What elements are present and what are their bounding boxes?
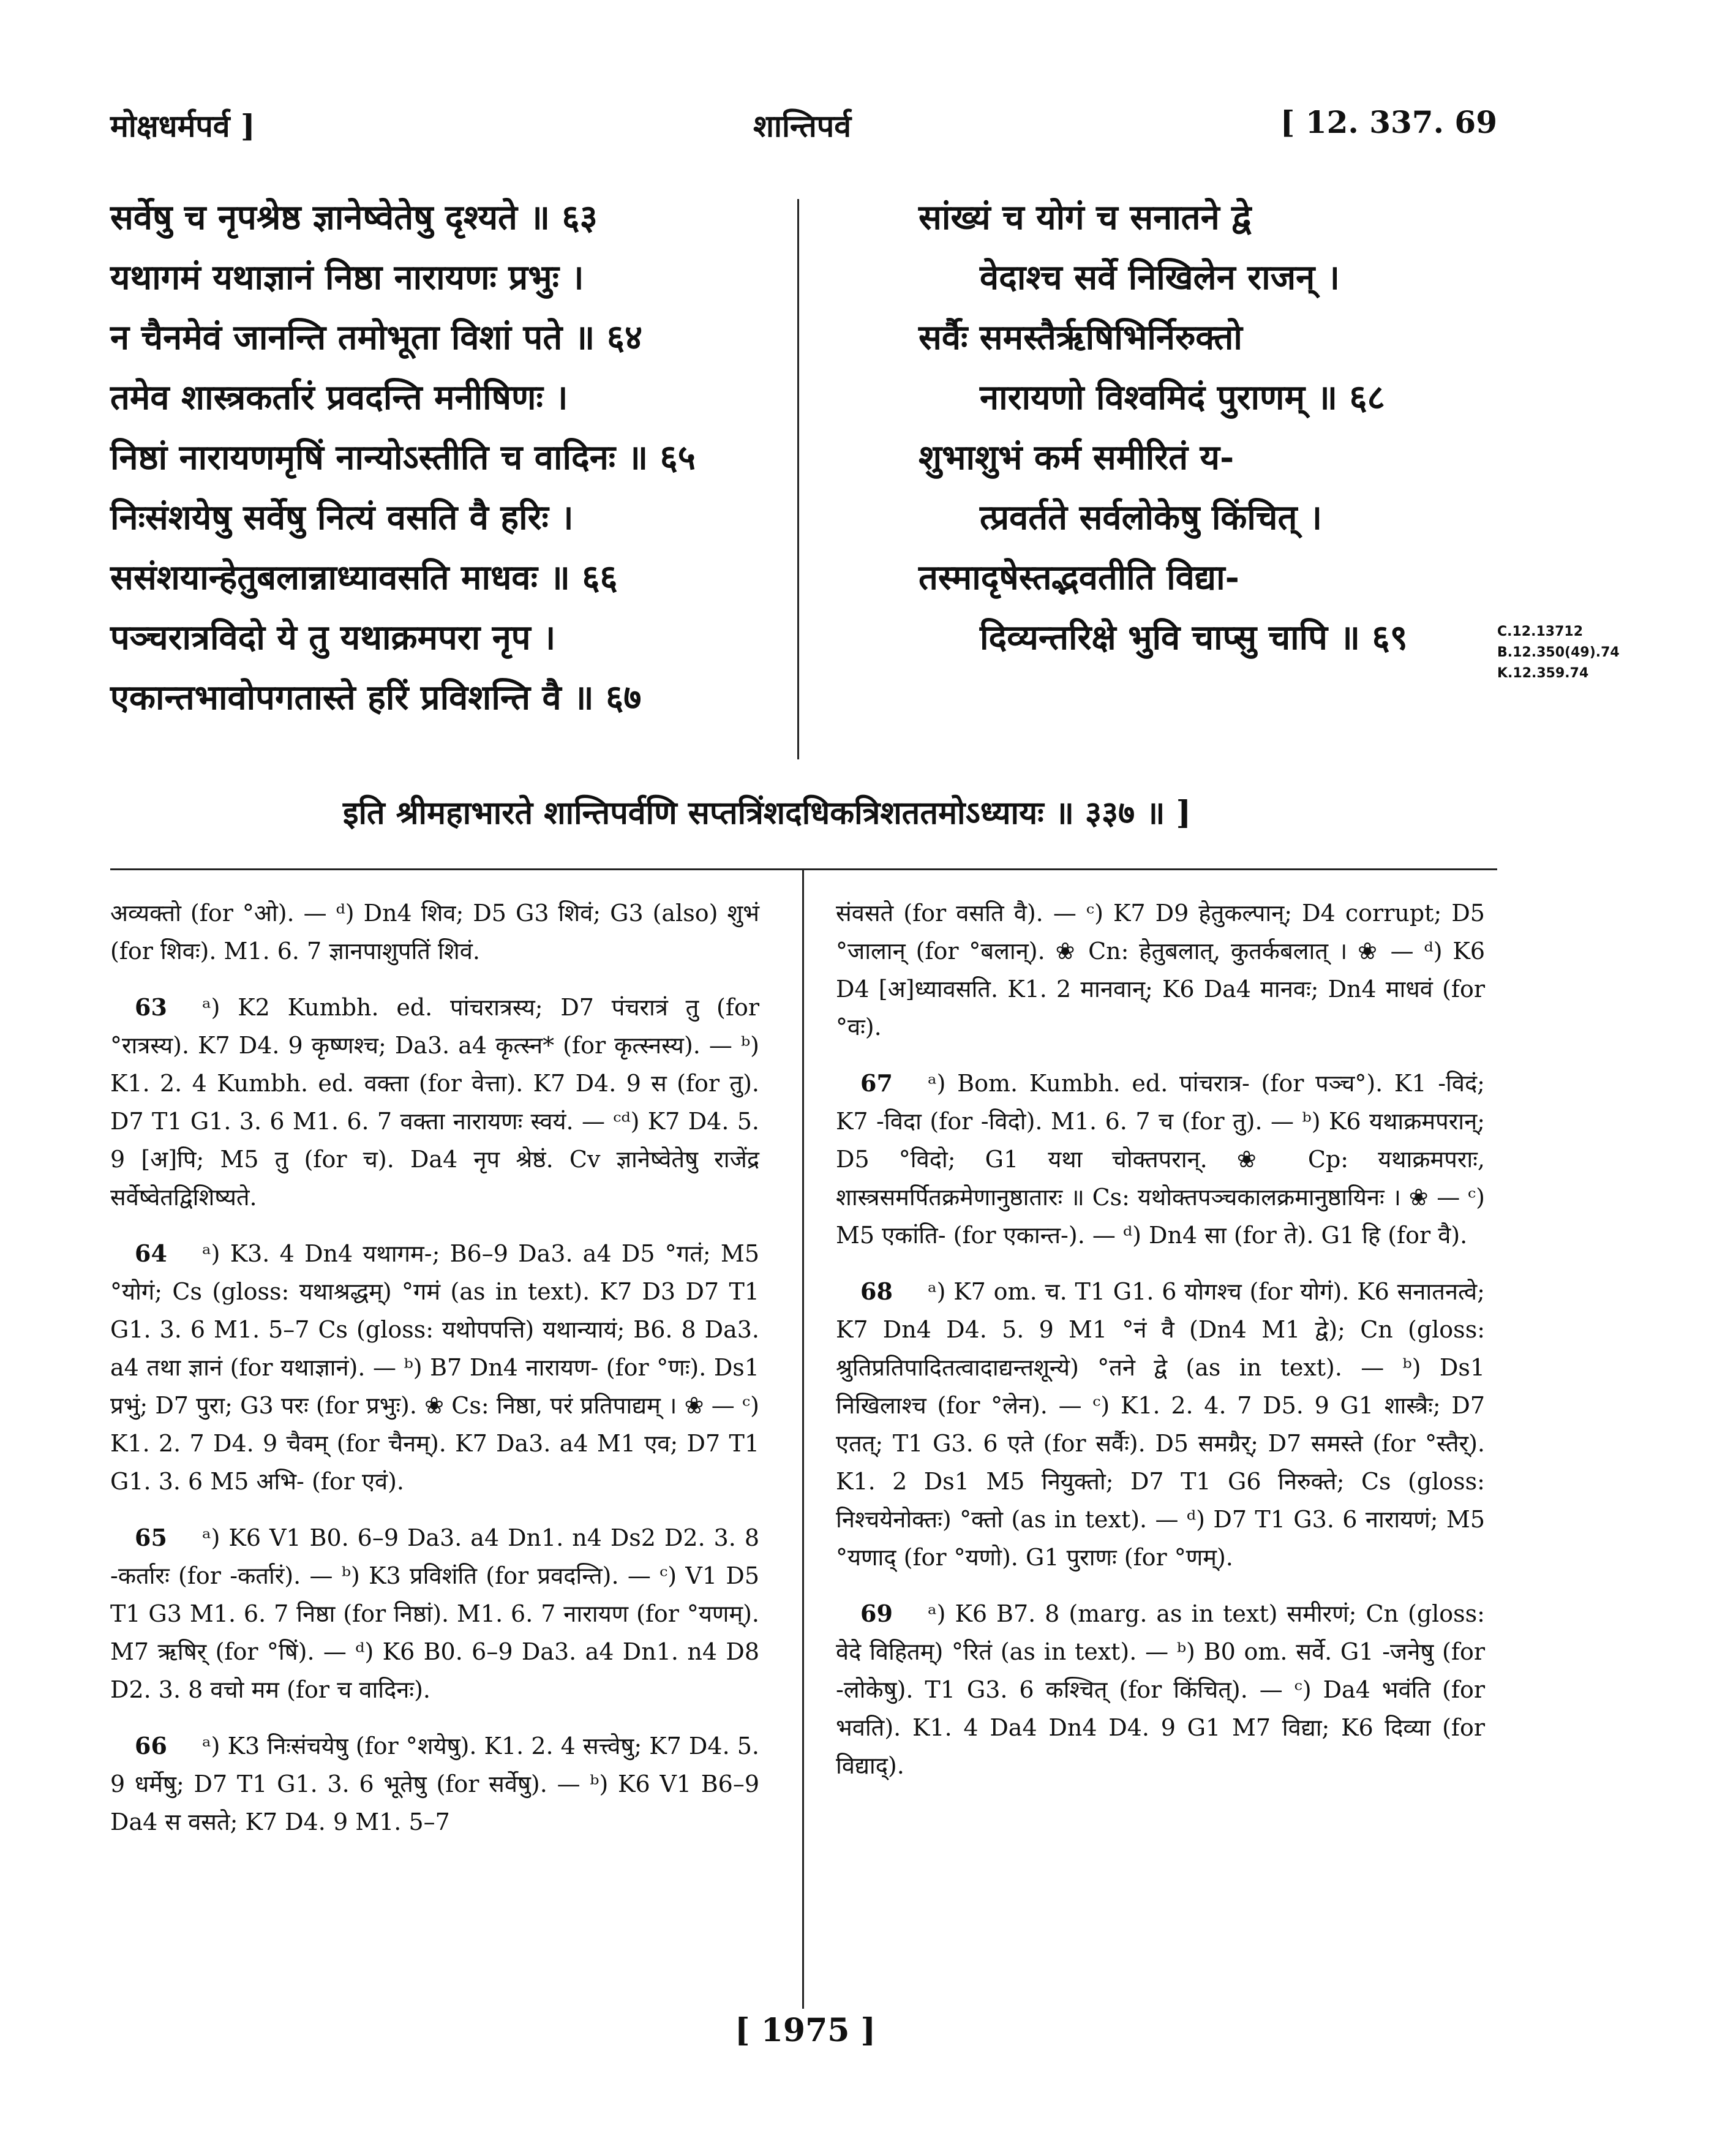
column-divider (797, 199, 799, 759)
verse-number: 67 (860, 1069, 893, 1097)
verse-line: ससंशयान्हेतुबलान्नाध्यावसति माधवः ॥ ६६ (110, 557, 618, 598)
verse-line: तस्मादृषेस्तद्भवतीति विद्या- (919, 557, 1239, 598)
verse-number: 64 (135, 1240, 167, 1267)
verse-line-text: त्प्रवर्तते सर्वलोकेषु किंचित् । (980, 497, 1323, 538)
apparatus-note (110, 1235, 759, 1500)
verse-line-text: नारायणो विश्वमिदं पुराणम् ॥ ६८ (980, 377, 1385, 418)
apparatus-note (836, 1064, 1485, 1254)
verse-line (919, 376, 1385, 419)
verse-line: सर्वेषु च नृपश्रेष्ठ ज्ञानेष्वेतेषु दृश्यते ॥ ६३ (110, 197, 598, 238)
running-head-title: शान्तिपर्व (753, 108, 851, 144)
apparatus-note (110, 1519, 759, 1709)
concordance-ref: K.12.359.74 (1497, 666, 1589, 681)
apparatus-note (836, 1595, 1485, 1785)
verse-line-text: वेदाश्च सर्वे निखिलेन राजन् । (980, 257, 1340, 298)
verse-number: 65 (135, 1524, 167, 1551)
verse-line: तमेव शास्त्रकर्तारं प्रवदन्ति मनीषिणः । (110, 377, 568, 418)
apparatus-note (836, 894, 1485, 1046)
concordance-ref: B.12.350(49).74 (1497, 645, 1620, 660)
verse-line-text: दिव्यन्तरिक्षे भुवि चाप्सु चापि ॥ ६९ (980, 617, 1408, 658)
verse-number: 63 (135, 993, 167, 1021)
note-text: ᵃ) Bom. Kumbh. ed. पांचरात्र- (for पञ्च°). K1 -विदं; K7 -विदा (for -विदो). M1. 6. 7 च (for तु). — ᵇ) K6 यथाक्रमपरान्; D5 °विदो; G1 यथा चोक्तपरान्. ❀ Cp: यथाक्रमपराः, शास्त्रसमर्पितक्रमेणानुष्ठातारः ॥ Cs: यथोक्तपञ्चकालक्रमानुष्ठायिनः । ❀ — ᶜ) M5 एकांति- (for एकान्त-). — ᵈ) Dn4 सा (for ते). G1 हि (for वै). (836, 1070, 1485, 1249)
verse-line: निःसंशयेषु सर्वेषु नित्यं वसति वै हरिः । (110, 497, 574, 538)
concordance-refs (1497, 622, 1620, 684)
note-text: अव्यक्तो (for °ओ). — ᵈ) Dn4 शिव; D5 G3 शिवं; G3 (also) शुभं (for शिवः). M1. 6. 7 ज्ञानपाशुपतिं शिवं. (110, 900, 759, 965)
apparatus-column-left (110, 894, 759, 1859)
note-text: ᵃ) K7 om. च. T1 G1. 6 योगश्च (for योगं). K6 सनातनत्वे; K7 Dn4 D4. 5. 9 M1 °नं वै (Dn4 M1 द्वे); Cn (gloss: श्रुतिप्रतिपादितत्वादाद्यन्तशून्ये) °तने द्वे (as in text). — ᵇ) Ds1 निखिलाश्च (for °लेन). — ᶜ) K1. 2. 4. 7 D5. 9 G1 शास्त्रैः; D7 एतत्; T1 G3. 6 एते (for सर्वैः). D5 समग्रैर्; D7 समस्ते (for °स्तैर्). K1. 2 Ds1 M5 नियुक्तो; D7 T1 G6 निरुक्ते; Cs (gloss: निश्चयेनोक्तः) °क्तो (as in text). — ᵈ) D7 T1 G3. 6 नारायणं; M5 °यणाद् (for °यणो). G1 पुराणः (for °णम्). (836, 1278, 1485, 1571)
running-head-reference: [ 12. 337. 69 (1280, 104, 1497, 140)
apparatus-note (110, 894, 759, 970)
verse-line (919, 616, 1408, 659)
note-text: संवसते (for वसति वै). — ᶜ) K7 D9 हेतुकल्पान्; D4 corrupt; D5 °जालान् (for °बलान्). ❀ Cn: हेतुबलात्, कुतर्कबलात् । ❀ — ᵈ) K6 D4 [अ]ध्यावसति. K1. 2 मानवान्; K6 Da4 मानवः; Dn4 माधवं (for °वः). (836, 900, 1485, 1040)
verse-line (919, 256, 1340, 299)
concordance-ref: C.12.13712 (1497, 624, 1584, 639)
note-text: ᵃ) K6 V1 B0. 6–9 Da3. a4 Dn1. n4 Ds2 D2. 3. 8 -कर्तारः (for -कर्तारं). — ᵇ) K3 प्रविशंति (for प्रवदन्ति). — ᶜ) V1 D5 T1 G3 M1. 6. 7 निष्ठा (for निष्ठां). M1. 6. 7 नारायण (for °यणम्). M7 ऋषिर् (for °षिं). — ᵈ) K6 B0. 6–9 Da3. a4 Dn1. n4 D8 D2. 3. 8 वचो मम (for च वादिनः). (110, 1524, 759, 1703)
note-text: ᵃ) K2 Kumbh. ed. पांचरात्रस्य; D7 पंचरात्रं तु (for °रात्रस्य). K7 D4. 9 कृष्णश्च; Da3. a4 कृत्स्न* (for कृत्स्नस्य). — ᵇ) K1. 2. 4 Kumbh. ed. वक्ता (for वेत्ता). K7 D4. 9 स (for तु). D7 T1 G1. 3. 6 M1. 6. 7 वक्ता नारायणः स्वयं. — ᶜᵈ) K7 D4. 5. 9 [अ]पि; M5 तु (for च). Da4 नृप श्रेष्ठं. Cv ज्ञानेष्वेतेषु राजेंद्र सर्वेष्वेतद्विशिष्यते. (110, 994, 759, 1211)
verse-line (919, 496, 1322, 539)
note-text: ᵃ) K3 निःसंचयेषु (for °शयेषु). K1. 2. 4 सत्त्वेषु; K7 D4. 5. 9 धर्मेषु; D7 T1 G1. 3. 6 भूतेषु (for सर्वेषु). — ᵇ) K6 V1 B6–9 Da4 स वसते; K7 D4. 9 M1. 5–7 (110, 1733, 759, 1835)
verse-number: 66 (135, 1732, 167, 1759)
verse-line: पञ्चरात्रविदो ये तु यथाक्रमपरा नृप । (110, 617, 556, 658)
verse-line: एकान्तभावोपगतास्ते हरिं प्रविशन्ति वै ॥ ६७ (110, 677, 642, 718)
verse-number: 69 (860, 1600, 893, 1627)
verse-line: यथागमं यथाज्ञानं निष्ठा नारायणः प्रभुः । (110, 257, 584, 298)
verse-line: निष्ठां नारायणमृषिं नान्योऽस्तीति च वादिनः ॥ ६५ (110, 437, 696, 478)
page-number: [ 1975 ] (735, 2012, 876, 2049)
verse-line: शुभाशुभं कर्म समीरितं य- (919, 437, 1234, 478)
verse-line: न चैनमेवं जानन्ति तमोभूता विशां पते ॥ ६४ (110, 317, 643, 358)
chapter-colophon: इति श्रीमहाभारते शान्तिपर्वणि सप्तत्रिंशदधिकत्रिशततमोऽध्यायः ॥ ३३७ ॥ ] (343, 794, 1192, 832)
apparatus-note (110, 988, 759, 1216)
note-text: ᵃ) K3. 4 Dn4 यथागम-; B6–9 Da3. a4 D5 °गतं; M5 °योगं; Cs (gloss: यथाश्रद्धम्) °गमं (as in text). K7 D3 D7 T1 G1. 3. 6 M1. 5–7 Cs (gloss: यथोपपत्ति) यथान्यायं; B6. 8 Da3. a4 तथा ज्ञानं (for यथाज्ञानं). — ᵇ) B7 Dn4 नारायण- (for °णः). Ds1 प्रभुं; D7 पुरा; G3 परः (for प्रभुः). ❀ Cs: निष्ठा, परं प्रतिपाद्यम् । ❀ — ᶜ) K1. 2. 7 D4. 9 चैवम् (for चैनम्). K7 Da3. a4 M1 एव; D7 T1 G1. 3. 6 M5 अभि- (for एवं). (110, 1240, 759, 1495)
apparatus-note (836, 1273, 1485, 1576)
verse-number: 68 (860, 1277, 893, 1305)
apparatus-column-right (836, 894, 1485, 1803)
running-head-left: मोक्षधर्मपर्व ] (110, 108, 255, 144)
verse-line: सांख्यं च योगं च सनातने द्वे (919, 197, 1252, 238)
notes-column-divider (802, 870, 804, 2009)
verse-line: सर्वैः समस्तैरृषिभिर्निरुक्तो (919, 317, 1242, 358)
note-text: ᵃ) K6 B7. 8 (marg. as in text) समीरणं; Cn (gloss: वेदे विहितम्) °रितं (as in text). — ᵇ) B0 om. सर्वे. G1 -जनेषु (for -लोकेषु). T1 G3. 6 कश्चित् (for किंचित्). — ᶜ) Da4 भवंति (for भवति). K1. 4 Da4 Dn4 D4. 9 G1 M7 विद्या; K6 दिव्या (for विद्याद्). (836, 1600, 1485, 1779)
apparatus-note (110, 1727, 759, 1841)
